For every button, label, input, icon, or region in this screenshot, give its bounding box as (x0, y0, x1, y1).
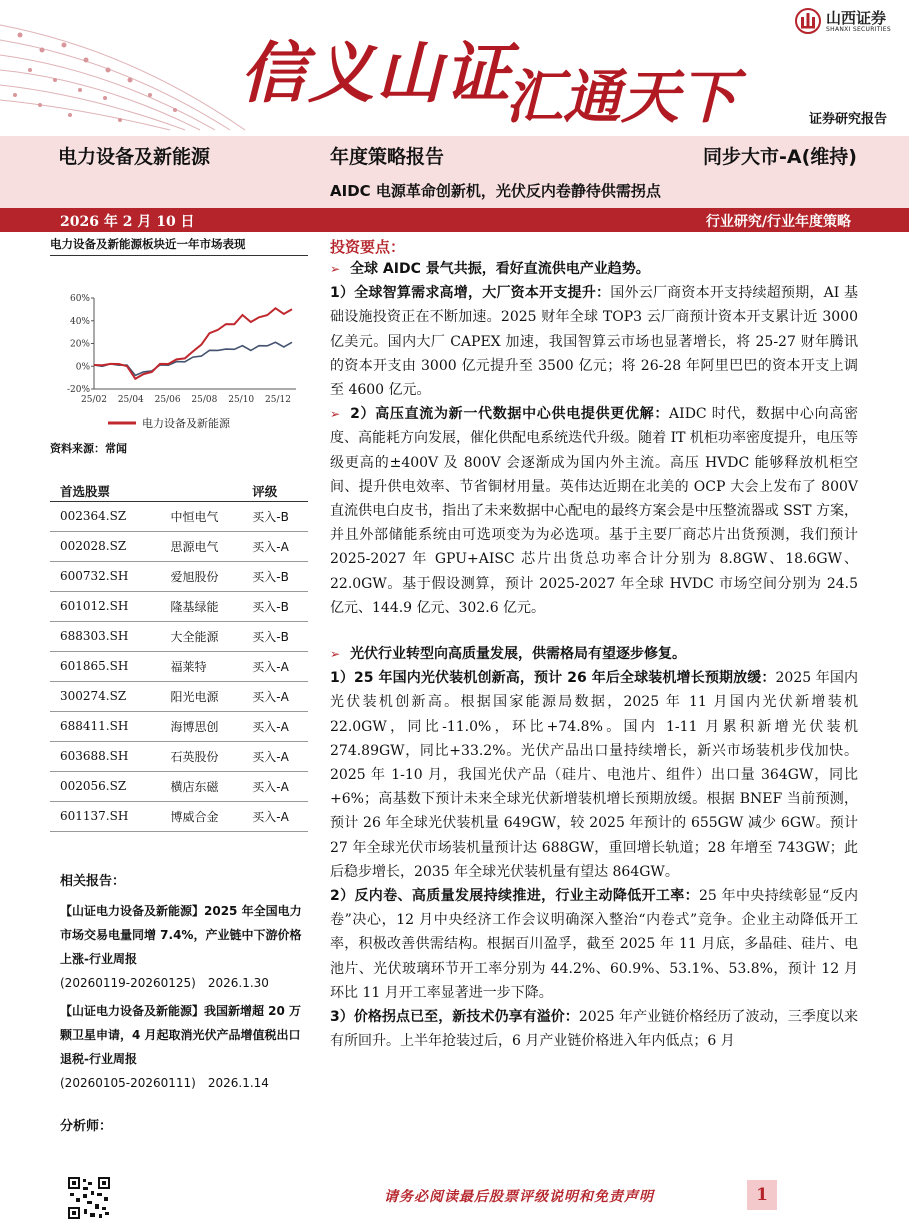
arrow-bullet-icon: ➢ (330, 407, 341, 422)
stock-table-body (50, 501, 308, 831)
stock-header-picks: 首选股票 (50, 481, 242, 501)
logo-emblem-icon (795, 8, 821, 34)
logo-name-cn: 山西证券 (826, 8, 887, 27)
paragraph-text: 25 年中央持续彰显“反内卷”决心，12 月中央经济工作会议明确深入整治“内卷式”竞争。企业主动降低开工率，积极改善供需结构。根据百川盈孚，截至 2025 年 11 月底，多晶硅、硅片、电池片、光伏玻璃环节开工率分别为 44.2%、60.9%、53.1%、53.8%，预计 12 月环比 11 月开工率显著进一步下降。 (330, 888, 859, 1001)
y-tick-label: 60% (69, 294, 90, 304)
report-category: 行业研究/行业年度策略 (705, 214, 851, 230)
highlight-bullet (330, 642, 858, 666)
stock-code: 300274.SZ (50, 681, 160, 711)
slogan-primary: 信义山证 (240, 34, 512, 112)
paragraph (330, 666, 858, 884)
stock-row (50, 561, 308, 591)
logo-name-en: SHANXI SECURITIES (826, 25, 891, 33)
stock-rating: 买入-A (242, 531, 308, 561)
paragraph-text: 2025 年国内光伏装机创新高。根据国家能源局数据，2025 年 11 月国内光伏新增装机 22.0GW，同比-11.0%，环比+74.8%。国内 1-11 月累积新增光伏装机 274.89GW，同比+33.2%。光伏产品出口量持续增长，新兴市场装机步伐加快。2025 年 1-10 月，我国光伏产品（硅片、电池片、组件）出口量 364GW，同比+6%；高基数下预计未来全球光伏新增装机增长预期放缓。根据 BNEF 当前预测，预计 26 年全球光伏装机量 649GW，较 2025 年预计的 655GW 减少 6GW。预计 27 年全球光伏市场装机量预计达 688GW，重回增长轨道；28 年增至 743GW；此后稳步增长，2035 年全球光伏装机量有望达 864GW。 (330, 670, 858, 880)
stock-code: 603688.SH (50, 741, 160, 771)
related-reports-title: 相关报告： (60, 873, 126, 889)
stock-rating: 买入-B (242, 621, 308, 651)
stock-name: 大全能源 (160, 621, 242, 651)
report-type: 证券研究报告 (808, 112, 887, 127)
stock-code: 688303.SH (50, 621, 160, 651)
industry-rating: 同步大市-A(维持) (703, 146, 857, 168)
x-tick-label: 25/12 (265, 395, 291, 405)
x-tick-label: 25/06 (154, 395, 181, 405)
stock-row (50, 801, 308, 831)
x-tick-label: 25/10 (228, 395, 255, 405)
paragraph-heading: 1）25 年国内光伏装机创新高，预计 26 年后全球装机增长预期放缓： (330, 670, 776, 687)
stock-name: 阳光电源 (160, 681, 242, 711)
paragraph-text: 2025 年产业链价格经历了波动，三季度以来有所回升。上半年抢装过后，6 月产业链价格进入年内低点；6 月 (330, 1009, 858, 1050)
stock-row (50, 621, 308, 651)
paragraph-heading: 2）高压直流为新一代数据中心供电提供更优解： (350, 406, 670, 423)
stock-row (50, 711, 308, 741)
stock-rating: 买入-A (242, 801, 308, 831)
industry-name: 电力设备及新能源 (58, 146, 211, 168)
series-line (94, 308, 292, 379)
report-subtitle: AIDC 电源革命创新机，光伏反内卷静待供需拐点 (330, 182, 661, 200)
paragraph-heading: 2）反内卷、高质量发展持续推进，行业主动降低开工率： (330, 888, 700, 905)
spacer (330, 620, 858, 642)
stock-name: 石英股份 (160, 741, 242, 771)
company-logo (795, 8, 891, 34)
stock-row (50, 651, 308, 681)
stock-name: 思源电气 (160, 531, 242, 561)
highlight-bullet (330, 257, 858, 281)
stock-table-header (50, 481, 308, 501)
stock-rating: 买入-A (242, 741, 308, 771)
stock-rating: 买入-B (242, 501, 308, 531)
report-title: 年度策略报告 (330, 146, 445, 168)
stock-rating: 买入-A (242, 681, 308, 711)
stock-row (50, 681, 308, 711)
series-line (94, 342, 292, 375)
bullet-text: 光伏行业转型向高质量发展，供需格局有望逐步修复。 (350, 646, 687, 663)
investment-title: 投资要点： (330, 238, 406, 256)
paragraph-heading: 1）全球智算需求高增，大厂资本开支提升： (330, 285, 611, 302)
related-reports (60, 899, 310, 1095)
stock-rating: 买入-A (242, 651, 308, 681)
stock-rating: 买入-A (242, 771, 308, 801)
chart-source: 资料来源：常闻 (50, 442, 127, 455)
related-report-date: (20260119-20260125) 2026.1.30 (60, 975, 269, 990)
paragraph (330, 1005, 858, 1053)
stock-table (50, 481, 308, 832)
chart-title: 电力设备及新能源板块近一年市场表现 (50, 236, 308, 256)
performance-chart (50, 256, 308, 432)
stock-name: 隆基绿能 (160, 591, 242, 621)
arrow-bullet-icon: ➢ (330, 262, 341, 276)
related-report-title[interactable]: 【山证电力设备及新能源】我国新增超 20 万颗卫星申请，4 月起取消光伏产品增值税出口退税-行业周报 (60, 1003, 302, 1066)
stock-name: 海博思创 (160, 711, 242, 741)
stock-row (50, 531, 308, 561)
bullet-text: 全球 AIDC 景气共振，看好直流供电产业趋势。 (350, 261, 650, 277)
stock-rating: 买入-B (242, 591, 308, 621)
y-tick-label: -20% (66, 385, 90, 395)
stock-row (50, 591, 308, 621)
related-report-date: (20260105-20260111) 2026.1.14 (60, 1075, 269, 1090)
paragraph-text: 国外云厂商资本开支持续超预期，AI 基础设施投资正在不断加速。2025 财年全球 TOP3 云厂商预计资本开支累计近 3000 亿美元。国内大厂 CAPEX 加速，我国智算云市场也显著增长，将 25-27 财年腾讯的资本开支由 3000 亿元提升至 3500 亿元；将 26-28 年阿里巴巴的资本开支上调至 4600 亿元。 (330, 285, 858, 399)
sidebar (50, 236, 308, 1134)
stock-name: 福莱特 (160, 651, 242, 681)
stock-code: 002364.SZ (50, 501, 160, 531)
stock-name: 横店东磁 (160, 771, 242, 801)
paragraph (330, 281, 858, 402)
x-tick-label: 25/08 (191, 395, 218, 405)
stock-name: 爱旭股份 (160, 561, 242, 591)
report-date: 2026 年 2 月 10 日 (60, 214, 195, 230)
disclaimer-notice[interactable]: 请务必阅读最后股票评级说明和免责声明 (384, 1189, 654, 1205)
highlights-body (330, 257, 858, 1054)
paragraph-text: AIDC 时代，数据中心向高密度、高能耗方向发展，催化供配电系统迭代升级。随着 IT 机柜功率密度提升，电压等级更高的±400V 及 800V 会逐渐成为国内外主流。高压 HVDC 能够释放机柜空间、提升供电效率、节省铜材用量。英伟达近期在北美的 OCP 大会上发布了 800V 直流供电白皮书，指出了未来数据中心配电的最终方案会是中压整流器或 SST 方案，并且外部储能系统由可选项变为为必选项。基于主要厂商芯片出货预测，我们预计 2025-2027 年 GPU+AISC 芯片出货总功率合计分别为 8.8GW、18.6GW、22.0GW。基于假设测算，预计 2025-2027 年全球 HVDC 市场空间分别为 24.5 亿元、144.9 亿元、302.6 亿元。 (330, 406, 858, 616)
slogan-secondary: 汇通天下 (505, 63, 738, 131)
date-bar (0, 208, 909, 232)
stock-code: 002028.SZ (50, 531, 160, 561)
y-tick-label: 0% (75, 362, 90, 373)
stock-row (50, 501, 308, 531)
page-number: 1 (747, 1180, 777, 1210)
stock-code: 601137.SH (50, 801, 160, 831)
stock-row (50, 771, 308, 801)
arrow-bullet-icon: ➢ (330, 647, 341, 662)
stock-row (50, 741, 308, 771)
stock-header-rating: 评级 (242, 481, 308, 501)
stock-code: 688411.SH (50, 711, 160, 741)
stock-rating: 买入-B (242, 561, 308, 591)
stock-code: 600732.SH (50, 561, 160, 591)
stock-rating: 买入-A (242, 711, 308, 741)
y-tick-label: 20% (69, 339, 90, 350)
stock-code: 002056.SZ (50, 771, 160, 801)
stock-name: 中恒电气 (160, 501, 242, 531)
chart-svg (50, 256, 308, 432)
paragraph (330, 402, 858, 620)
x-tick-label: 25/02 (81, 395, 107, 405)
stock-name: 博威合金 (160, 801, 242, 831)
paragraph-heading: 3）价格拐点已至，新技术仍享有溢价： (330, 1009, 579, 1026)
paragraph (330, 884, 858, 1005)
investment-highlights (330, 236, 858, 1054)
analyst-label: 分析师： (60, 1118, 113, 1134)
legend-label: 电力设备及新能源 (142, 417, 230, 430)
stock-code: 601012.SH (50, 591, 160, 621)
stock-code: 601865.SH (50, 651, 160, 681)
header-banner (0, 0, 909, 136)
related-report-title[interactable]: 【山证电力设备及新能源】2025 年全国电力市场交易电量同增 7.4%，产业链中下游价格上涨-行业周报 (60, 903, 302, 966)
x-tick-label: 25/04 (117, 395, 144, 405)
y-tick-label: 40% (69, 316, 90, 327)
